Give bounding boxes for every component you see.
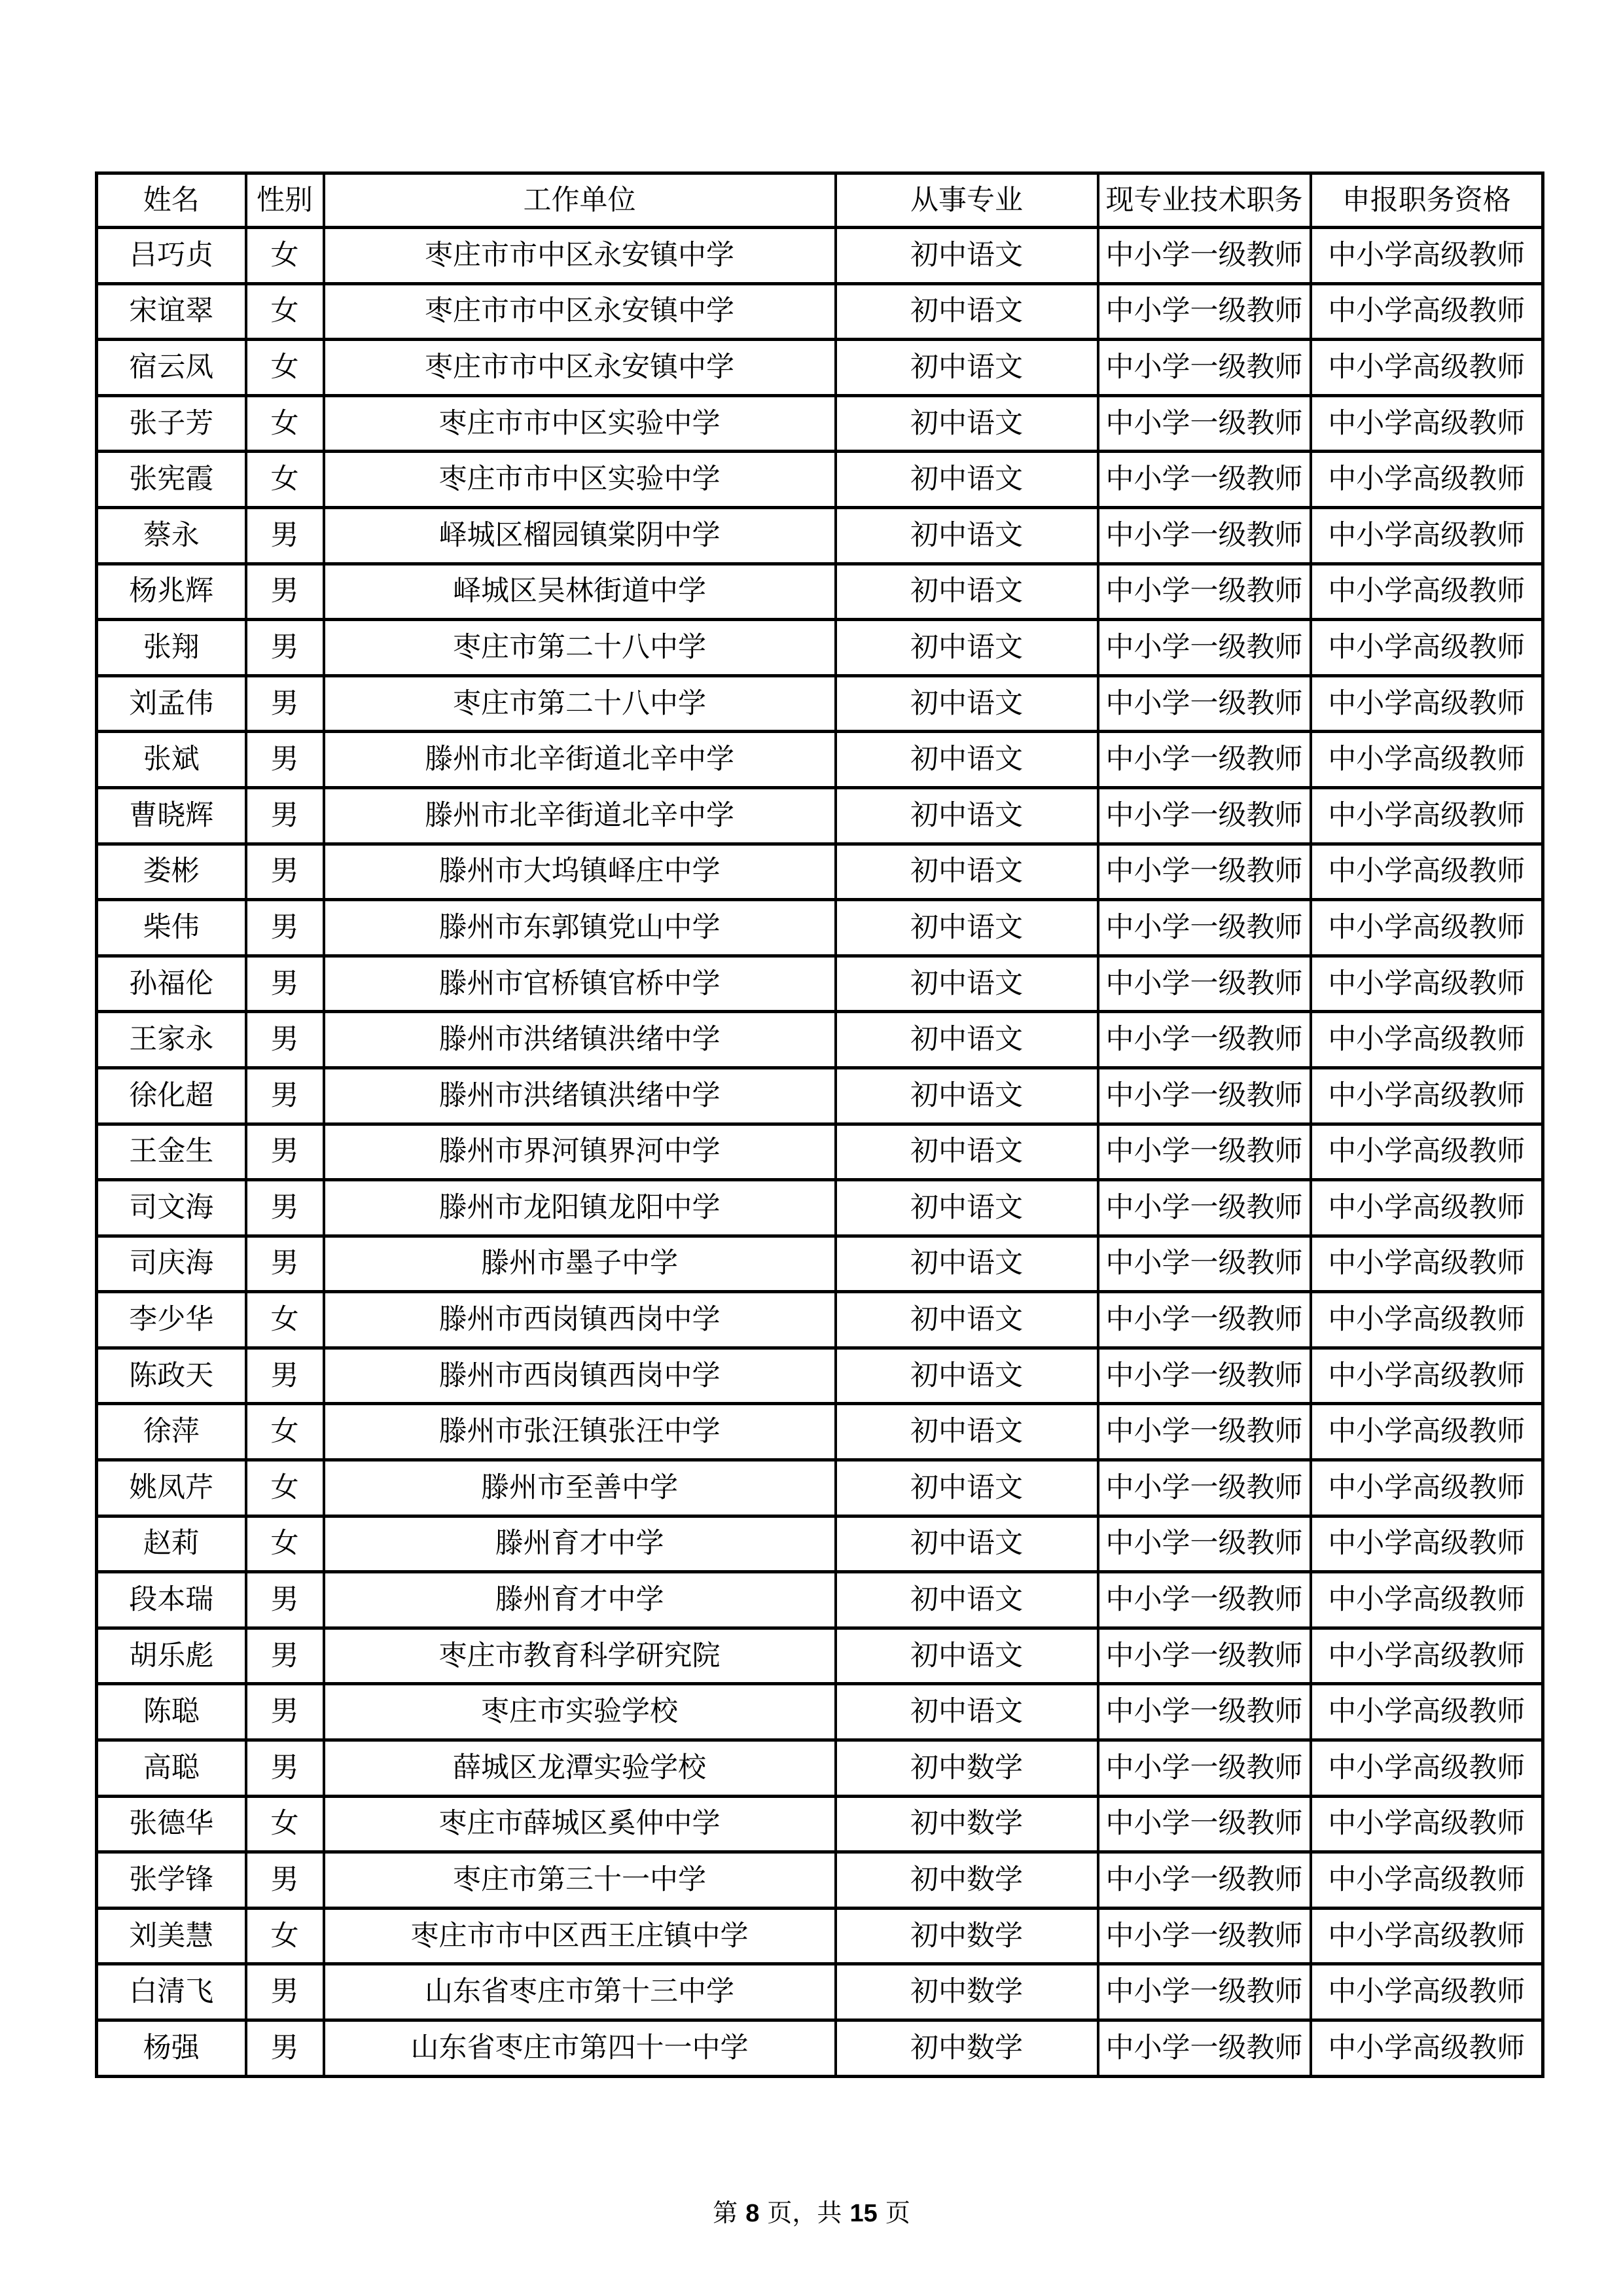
cell-work-unit: 滕州市界河镇界河中学 (324, 1124, 836, 1180)
cell-gender: 男 (246, 2020, 324, 2077)
cell-name: 王金生 (97, 1124, 246, 1180)
cell-major: 初中语文 (836, 1180, 1098, 1236)
cell-current-title: 中小学一级教师 (1098, 1964, 1311, 2020)
table-row (97, 395, 1543, 452)
cell-applied-title: 中小学高级教师 (1311, 1180, 1543, 1236)
cell-gender: 男 (246, 1852, 324, 1909)
table-row (97, 1404, 1543, 1460)
cell-major: 初中语文 (836, 787, 1098, 844)
cell-major: 初中语文 (836, 1460, 1098, 1516)
cell-name: 张斌 (97, 732, 246, 788)
cell-major: 初中语文 (836, 1684, 1098, 1740)
cell-current-title: 中小学一级教师 (1098, 1292, 1311, 1348)
cell-name: 刘美慧 (97, 1908, 246, 1964)
cell-work-unit: 山东省枣庄市第四十一中学 (324, 2020, 836, 2077)
header-major: 从事专业 (836, 173, 1098, 228)
cell-applied-title: 中小学高级教师 (1311, 1796, 1543, 1852)
table-row (97, 1124, 1543, 1180)
table-header-row (97, 173, 1543, 228)
cell-current-title: 中小学一级教师 (1098, 1124, 1311, 1180)
cell-major: 初中语文 (836, 395, 1098, 452)
cell-applied-title: 中小学高级教师 (1311, 1404, 1543, 1460)
cell-major: 初中数学 (836, 1964, 1098, 2020)
cell-gender: 女 (246, 1796, 324, 1852)
cell-applied-title: 中小学高级教师 (1311, 900, 1543, 956)
cell-gender: 女 (246, 283, 324, 340)
cell-gender: 男 (246, 1684, 324, 1740)
table-row (97, 620, 1543, 676)
cell-name: 蔡永 (97, 507, 246, 564)
cell-gender: 男 (246, 1124, 324, 1180)
cell-work-unit: 滕州市官桥镇官桥中学 (324, 956, 836, 1012)
cell-work-unit: 枣庄市市中区永安镇中学 (324, 283, 836, 340)
cell-work-unit: 枣庄市第二十八中学 (324, 620, 836, 676)
table-row (97, 507, 1543, 564)
cell-applied-title: 中小学高级教师 (1311, 1460, 1543, 1516)
cell-current-title: 中小学一级教师 (1098, 732, 1311, 788)
cell-work-unit: 滕州市西岗镇西岗中学 (324, 1292, 836, 1348)
cell-gender: 男 (246, 1964, 324, 2020)
cell-major: 初中语文 (836, 620, 1098, 676)
cell-current-title: 中小学一级教师 (1098, 1460, 1311, 1516)
page-footer (0, 2200, 1623, 2226)
cell-work-unit: 滕州市墨子中学 (324, 1236, 836, 1292)
cell-work-unit: 枣庄市市中区西王庄镇中学 (324, 1908, 836, 1964)
cell-current-title: 中小学一级教师 (1098, 1908, 1311, 1964)
cell-work-unit: 滕州市北辛街道北辛中学 (324, 732, 836, 788)
cell-applied-title: 中小学高级教师 (1311, 1348, 1543, 1404)
cell-work-unit: 枣庄市市中区实验中学 (324, 452, 836, 508)
cell-gender: 男 (246, 1180, 324, 1236)
cell-current-title: 中小学一级教师 (1098, 1348, 1311, 1404)
cell-gender: 男 (246, 787, 324, 844)
cell-current-title: 中小学一级教师 (1098, 1796, 1311, 1852)
cell-applied-title: 中小学高级教师 (1311, 1964, 1543, 2020)
cell-current-title: 中小学一级教师 (1098, 1404, 1311, 1460)
cell-current-title: 中小学一级教师 (1098, 395, 1311, 452)
cell-name: 李少华 (97, 1292, 246, 1348)
table-row (97, 1292, 1543, 1348)
table-row (97, 675, 1543, 732)
cell-gender: 男 (246, 675, 324, 732)
cell-gender: 男 (246, 620, 324, 676)
cell-major: 初中语文 (836, 1292, 1098, 1348)
cell-current-title: 中小学一级教师 (1098, 1572, 1311, 1628)
cell-name: 吕巧贞 (97, 228, 246, 284)
table-row (97, 1348, 1543, 1404)
header-current-title: 现专业技术职务 (1098, 173, 1311, 228)
cell-current-title: 中小学一级教师 (1098, 1740, 1311, 1797)
cell-name: 张德华 (97, 1796, 246, 1852)
cell-name: 赵莉 (97, 1516, 246, 1572)
table-row (97, 1572, 1543, 1628)
cell-applied-title: 中小学高级教师 (1311, 507, 1543, 564)
cell-work-unit: 滕州育才中学 (324, 1572, 836, 1628)
cell-current-title: 中小学一级教师 (1098, 507, 1311, 564)
cell-major: 初中语文 (836, 1012, 1098, 1068)
cell-name: 刘孟伟 (97, 675, 246, 732)
cell-current-title: 中小学一级教师 (1098, 1628, 1311, 1684)
cell-name: 段本瑞 (97, 1572, 246, 1628)
cell-work-unit: 山东省枣庄市第十三中学 (324, 1964, 836, 2020)
cell-applied-title: 中小学高级教师 (1311, 1236, 1543, 1292)
cell-current-title: 中小学一级教师 (1098, 900, 1311, 956)
cell-major: 初中语文 (836, 956, 1098, 1012)
cell-gender: 女 (246, 1460, 324, 1516)
cell-major: 初中语文 (836, 507, 1098, 564)
cell-name: 张学锋 (97, 1852, 246, 1909)
table-row (97, 1516, 1543, 1572)
cell-name: 杨兆辉 (97, 564, 246, 620)
cell-name: 陈政天 (97, 1348, 246, 1404)
cell-current-title: 中小学一级教师 (1098, 1236, 1311, 1292)
cell-gender: 男 (246, 956, 324, 1012)
cell-work-unit: 滕州育才中学 (324, 1516, 836, 1572)
cell-major: 初中数学 (836, 1796, 1098, 1852)
table-row (97, 1684, 1543, 1740)
cell-major: 初中数学 (836, 1908, 1098, 1964)
table-row (97, 732, 1543, 788)
cell-major: 初中语文 (836, 340, 1098, 396)
table-row (97, 844, 1543, 900)
cell-gender: 女 (246, 1516, 324, 1572)
cell-current-title: 中小学一级教师 (1098, 2020, 1311, 2077)
cell-work-unit: 滕州市大坞镇峄庄中学 (324, 844, 836, 900)
table-row (97, 1740, 1543, 1797)
cell-current-title: 中小学一级教师 (1098, 1012, 1311, 1068)
cell-gender: 男 (246, 1628, 324, 1684)
cell-applied-title: 中小学高级教师 (1311, 675, 1543, 732)
table-row (97, 452, 1543, 508)
cell-applied-title: 中小学高级教师 (1311, 452, 1543, 508)
cell-applied-title: 中小学高级教师 (1311, 620, 1543, 676)
cell-name: 张子芳 (97, 395, 246, 452)
table-row (97, 1908, 1543, 1964)
cell-work-unit: 滕州市北辛街道北辛中学 (324, 787, 836, 844)
cell-name: 姚凤芹 (97, 1460, 246, 1516)
cell-major: 初中语文 (836, 1236, 1098, 1292)
cell-work-unit: 枣庄市第二十八中学 (324, 675, 836, 732)
cell-gender: 女 (246, 1292, 324, 1348)
cell-major: 初中语文 (836, 900, 1098, 956)
cell-work-unit: 枣庄市市中区实验中学 (324, 395, 836, 452)
table-row (97, 1236, 1543, 1292)
cell-work-unit: 枣庄市市中区永安镇中学 (324, 340, 836, 396)
cell-major: 初中语文 (836, 844, 1098, 900)
cell-applied-title: 中小学高级教师 (1311, 340, 1543, 396)
cell-name: 陈聪 (97, 1684, 246, 1740)
cell-current-title: 中小学一级教师 (1098, 452, 1311, 508)
cell-gender: 男 (246, 732, 324, 788)
cell-major: 初中语文 (836, 1516, 1098, 1572)
cell-gender: 男 (246, 1572, 324, 1628)
table-row (97, 1796, 1543, 1852)
table-row (97, 1852, 1543, 1909)
cell-name: 杨强 (97, 2020, 246, 2077)
cell-applied-title: 中小学高级教师 (1311, 1124, 1543, 1180)
cell-current-title: 中小学一级教师 (1098, 620, 1311, 676)
cell-current-title: 中小学一级教师 (1098, 844, 1311, 900)
cell-name: 孙福伦 (97, 956, 246, 1012)
cell-gender: 男 (246, 1067, 324, 1124)
cell-work-unit: 枣庄市第三十一中学 (324, 1852, 836, 1909)
cell-current-title: 中小学一级教师 (1098, 1684, 1311, 1740)
cell-major: 初中语文 (836, 228, 1098, 284)
cell-gender: 女 (246, 1908, 324, 1964)
cell-applied-title: 中小学高级教师 (1311, 1067, 1543, 1124)
cell-work-unit: 枣庄市实验学校 (324, 1684, 836, 1740)
cell-current-title: 中小学一级教师 (1098, 228, 1311, 284)
cell-applied-title: 中小学高级教师 (1311, 228, 1543, 284)
cell-work-unit: 滕州市至善中学 (324, 1460, 836, 1516)
cell-major: 初中语文 (836, 564, 1098, 620)
cell-current-title: 中小学一级教师 (1098, 1852, 1311, 1909)
header-gender: 性别 (246, 173, 324, 228)
cell-work-unit: 薛城区龙潭实验学校 (324, 1740, 836, 1797)
cell-major: 初中数学 (836, 1852, 1098, 1909)
cell-gender: 男 (246, 844, 324, 900)
cell-name: 白清飞 (97, 1964, 246, 2020)
cell-name: 司庆海 (97, 1236, 246, 1292)
cell-major: 初中语文 (836, 675, 1098, 732)
table-row (97, 1964, 1543, 2020)
cell-applied-title: 中小学高级教师 (1311, 956, 1543, 1012)
footer-total-pages: 15 (849, 2200, 878, 2227)
table-row (97, 900, 1543, 956)
cell-applied-title: 中小学高级教师 (1311, 283, 1543, 340)
header-name: 姓名 (97, 173, 246, 228)
cell-work-unit: 峄城区吴林街道中学 (324, 564, 836, 620)
cell-major: 初中语文 (836, 1404, 1098, 1460)
cell-work-unit: 滕州市东郭镇党山中学 (324, 900, 836, 956)
cell-name: 张宪霞 (97, 452, 246, 508)
cell-applied-title: 中小学高级教师 (1311, 1572, 1543, 1628)
cell-gender: 女 (246, 395, 324, 452)
cell-applied-title: 中小学高级教师 (1311, 1012, 1543, 1068)
table-row (97, 228, 1543, 284)
cell-gender: 女 (246, 1404, 324, 1460)
cell-gender: 男 (246, 1348, 324, 1404)
cell-gender: 女 (246, 452, 324, 508)
table-row (97, 1460, 1543, 1516)
cell-current-title: 中小学一级教师 (1098, 956, 1311, 1012)
cell-name: 宋谊翠 (97, 283, 246, 340)
cell-applied-title: 中小学高级教师 (1311, 844, 1543, 900)
cell-name: 徐萍 (97, 1404, 246, 1460)
cell-applied-title: 中小学高级教师 (1311, 2020, 1543, 2077)
cell-work-unit: 枣庄市教育科学研究院 (324, 1628, 836, 1684)
header-applied-title: 申报职务资格 (1311, 173, 1543, 228)
table-row (97, 1180, 1543, 1236)
cell-gender: 男 (246, 1012, 324, 1068)
cell-applied-title: 中小学高级教师 (1311, 1852, 1543, 1909)
table-row (97, 1628, 1543, 1684)
cell-applied-title: 中小学高级教师 (1311, 1740, 1543, 1797)
cell-name: 宿云凤 (97, 340, 246, 396)
cell-applied-title: 中小学高级教师 (1311, 395, 1543, 452)
table-row (97, 340, 1543, 396)
cell-applied-title: 中小学高级教师 (1311, 787, 1543, 844)
cell-name: 高聪 (97, 1740, 246, 1797)
cell-name: 徐化超 (97, 1067, 246, 1124)
cell-gender: 男 (246, 900, 324, 956)
cell-name: 柴伟 (97, 900, 246, 956)
cell-major: 初中数学 (836, 1740, 1098, 1797)
cell-current-title: 中小学一级教师 (1098, 787, 1311, 844)
cell-gender: 女 (246, 340, 324, 396)
footer-current-page: 8 (745, 2200, 760, 2227)
cell-major: 初中语文 (836, 1124, 1098, 1180)
table-row (97, 1012, 1543, 1068)
cell-work-unit: 滕州市龙阳镇龙阳中学 (324, 1180, 836, 1236)
cell-major: 初中语文 (836, 1067, 1098, 1124)
cell-name: 司文海 (97, 1180, 246, 1236)
table-row (97, 1067, 1543, 1124)
table-body (97, 228, 1543, 2077)
table-row (97, 2020, 1543, 2077)
cell-current-title: 中小学一级教师 (1098, 1516, 1311, 1572)
cell-applied-title: 中小学高级教师 (1311, 732, 1543, 788)
cell-work-unit: 枣庄市市中区永安镇中学 (324, 228, 836, 284)
cell-applied-title: 中小学高级教师 (1311, 1908, 1543, 1964)
cell-work-unit: 峄城区榴园镇棠阴中学 (324, 507, 836, 564)
cell-current-title: 中小学一级教师 (1098, 283, 1311, 340)
cell-current-title: 中小学一级教师 (1098, 675, 1311, 732)
cell-name: 曹晓辉 (97, 787, 246, 844)
cell-name: 胡乐彪 (97, 1628, 246, 1684)
cell-current-title: 中小学一级教师 (1098, 1067, 1311, 1124)
cell-gender: 男 (246, 564, 324, 620)
cell-work-unit: 滕州市张汪镇张汪中学 (324, 1404, 836, 1460)
cell-gender: 男 (246, 507, 324, 564)
cell-applied-title: 中小学高级教师 (1311, 1684, 1543, 1740)
cell-name: 娄彬 (97, 844, 246, 900)
footer-prefix: 第 (713, 2198, 738, 2227)
cell-work-unit: 滕州市洪绪镇洪绪中学 (324, 1067, 836, 1124)
cell-work-unit: 滕州市洪绪镇洪绪中学 (324, 1012, 836, 1068)
cell-major: 初中语文 (836, 1572, 1098, 1628)
cell-applied-title: 中小学高级教师 (1311, 1516, 1543, 1572)
cell-major: 初中语文 (836, 1348, 1098, 1404)
cell-work-unit: 枣庄市薛城区奚仲中学 (324, 1796, 836, 1852)
cell-applied-title: 中小学高级教师 (1311, 1628, 1543, 1684)
cell-gender: 男 (246, 1740, 324, 1797)
cell-major: 初中语文 (836, 732, 1098, 788)
cell-gender: 男 (246, 1236, 324, 1292)
teacher-roster-table (95, 171, 1544, 2078)
table-row (97, 283, 1543, 340)
cell-major: 初中语文 (836, 283, 1098, 340)
cell-gender: 女 (246, 228, 324, 284)
cell-current-title: 中小学一级教师 (1098, 564, 1311, 620)
cell-name: 王家永 (97, 1012, 246, 1068)
table-row (97, 564, 1543, 620)
footer-middle: 页，共 (767, 2198, 842, 2227)
cell-major: 初中语文 (836, 452, 1098, 508)
header-work-unit: 工作单位 (324, 173, 836, 228)
cell-current-title: 中小学一级教师 (1098, 1180, 1311, 1236)
cell-current-title: 中小学一级教师 (1098, 340, 1311, 396)
cell-applied-title: 中小学高级教师 (1311, 1292, 1543, 1348)
table-row (97, 956, 1543, 1012)
cell-applied-title: 中小学高级教师 (1311, 564, 1543, 620)
footer-suffix: 页 (885, 2198, 910, 2227)
cell-major: 初中数学 (836, 2020, 1098, 2077)
cell-work-unit: 滕州市西岗镇西岗中学 (324, 1348, 836, 1404)
cell-name: 张翔 (97, 620, 246, 676)
table-row (97, 787, 1543, 844)
cell-major: 初中语文 (836, 1628, 1098, 1684)
